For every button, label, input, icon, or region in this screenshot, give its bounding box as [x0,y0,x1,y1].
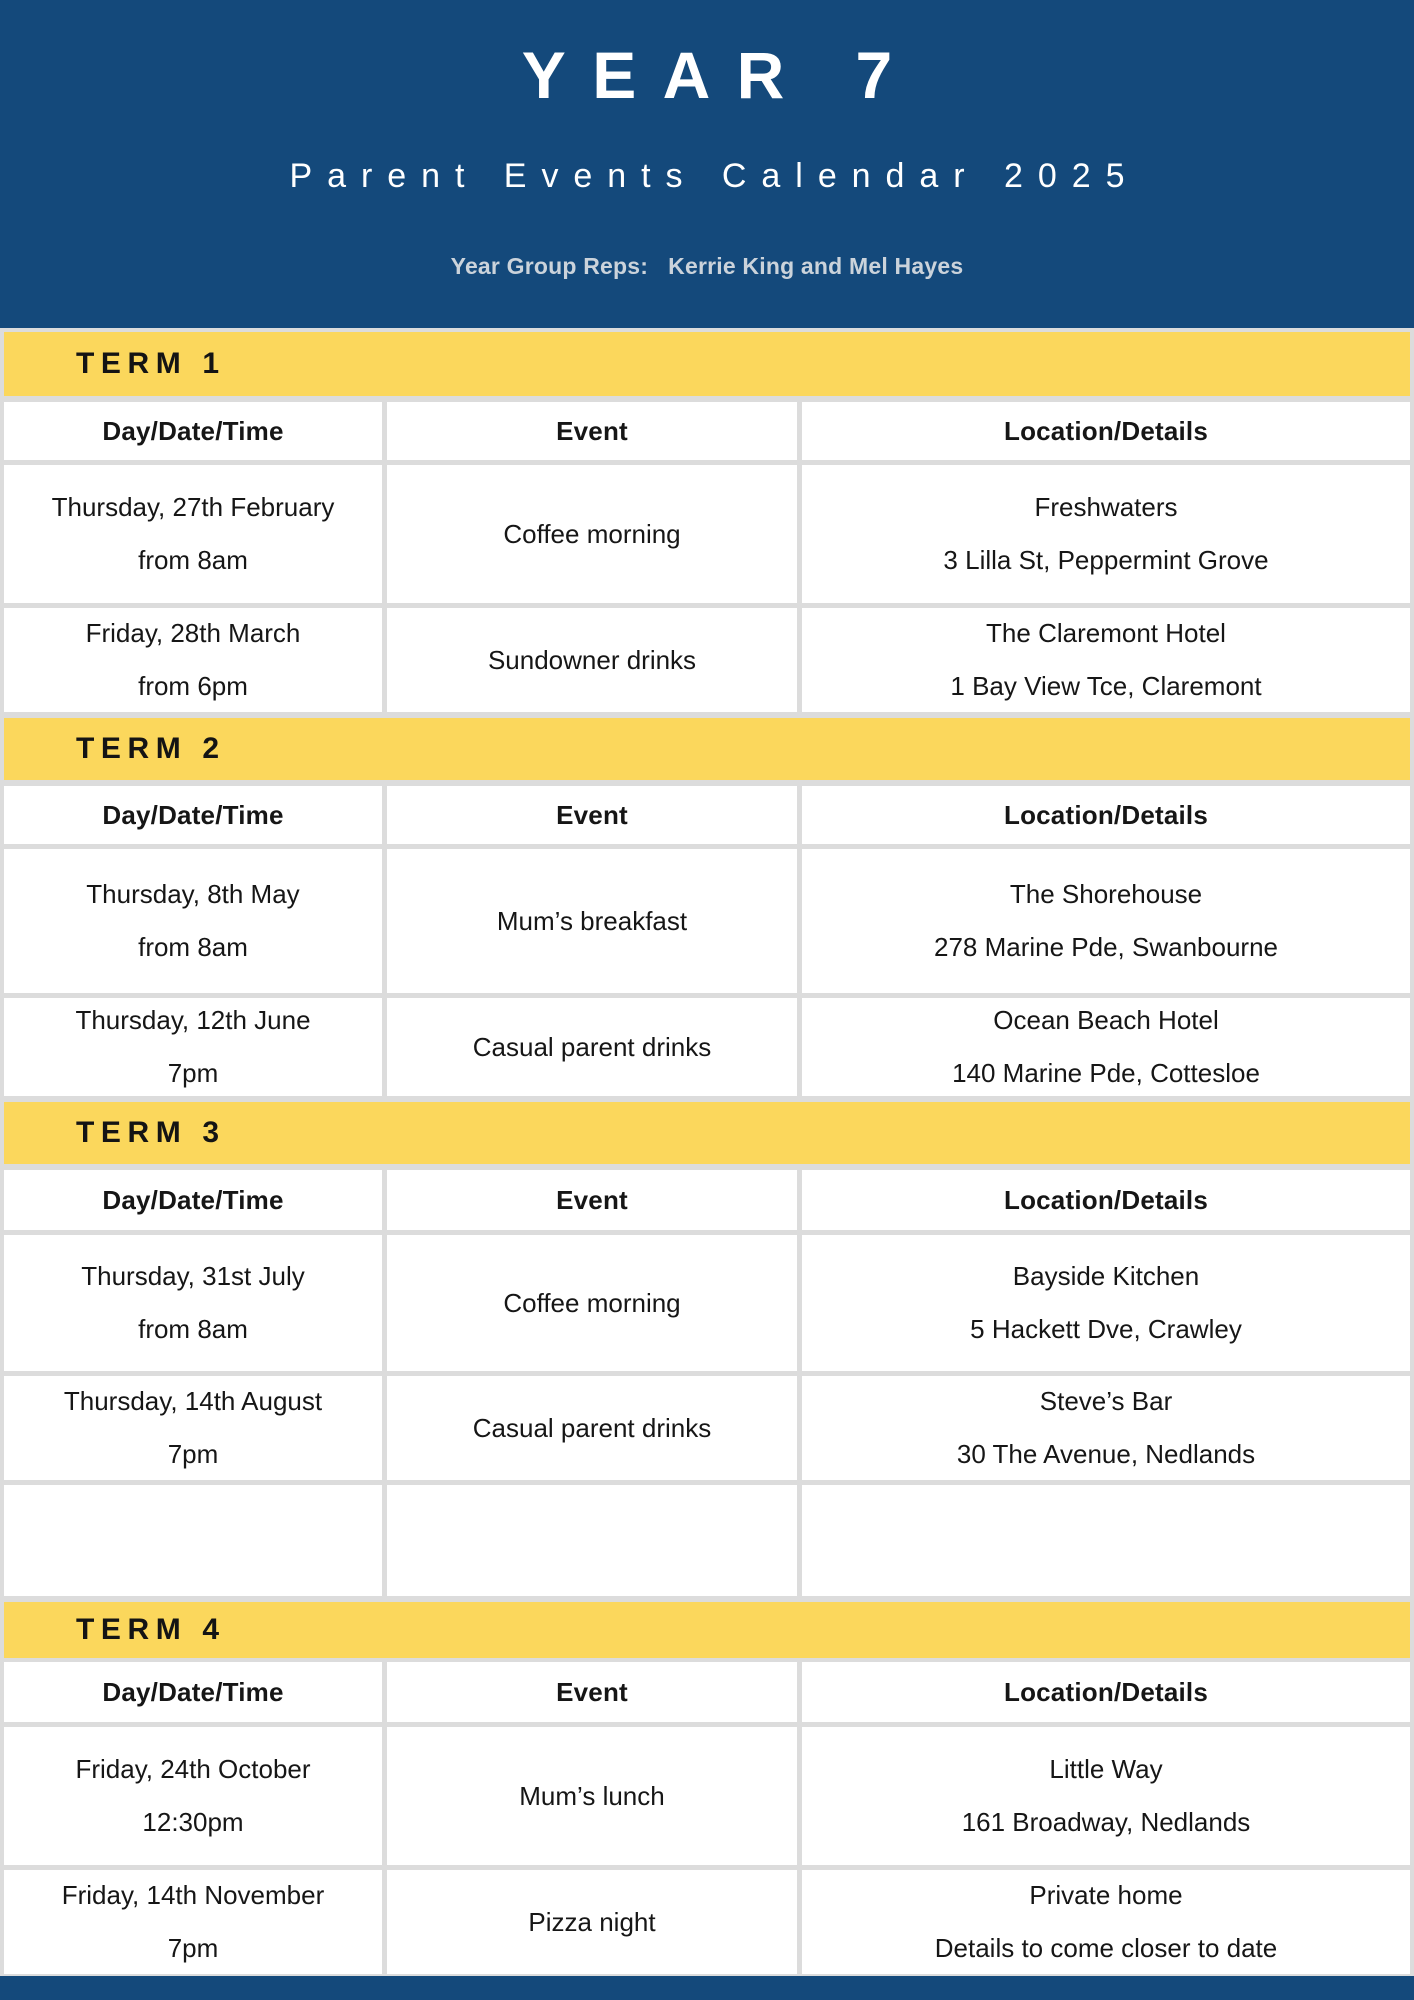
venue-line: The Shorehouse [1009,879,1203,909]
location-cell-empty [802,1485,1410,1596]
column-header-event: Event [387,1662,797,1722]
header-banner [0,0,1414,328]
column-header-event: Event [387,1170,797,1230]
column-header-day-date-time: Day/Date/Time [4,786,382,844]
time-line: 12:30pm [142,1807,244,1837]
address-line: Details to come closer to date [934,1933,1278,1963]
event-cell [387,1870,797,1974]
datetime-cell [4,998,382,1096]
event-line: Coffee morning [503,518,681,549]
location-cell [802,998,1410,1096]
location-cell [802,1235,1410,1371]
event-line: Casual parent drinks [472,1031,712,1062]
term-3-label: TERM 3 [76,1116,226,1149]
time-line: 7pm [167,1439,219,1469]
venue-line: The Claremont Hotel [986,618,1226,648]
datetime-cell [4,465,382,603]
date-line: Thursday, 31st July [81,1261,305,1291]
term-3-section [0,1102,1414,1596]
time-line: from 8am [138,545,248,575]
column-header-event: Event [387,786,797,844]
term-1-table [4,402,1410,712]
venue-line: Private home [1029,1880,1183,1910]
datetime-cell [4,1870,382,1974]
column-header-day-date-time: Day/Date/Time [4,1662,382,1722]
event-cell [387,1727,797,1865]
address-line: 3 Lilla St, Peppermint Grove [943,545,1269,575]
column-header-day-date-time: Day/Date/Time [4,402,382,460]
address-line: 1 Bay View Tce, Claremont [950,671,1262,701]
reps-label: Year Group Reps: [450,252,649,279]
venue-line: Little Way [1049,1754,1163,1784]
term-1-label: TERM 1 [76,347,226,380]
date-line: Friday, 28th March [85,618,301,648]
time-line: from 6pm [138,671,248,701]
term-4-label: TERM 4 [76,1613,226,1646]
term-2-label: TERM 2 [76,732,226,765]
date-line: Friday, 24th October [75,1754,311,1784]
event-line: Mum’s lunch [519,1780,665,1811]
event-cell [387,1376,797,1480]
event-cell [387,1235,797,1371]
column-header-day-date-time: Day/Date/Time [4,1170,382,1230]
event-line: Casual parent drinks [472,1412,712,1443]
address-line: 140 Marine Pde, Cottesloe [952,1058,1260,1088]
page-title: YEAR 7 [521,38,919,112]
term-4-table [4,1662,1410,1974]
term-1-band [4,332,1410,396]
datetime-cell [4,1235,382,1371]
footer-bar [0,1976,1414,2000]
location-cell [802,1870,1410,1974]
term-2-section [0,718,1414,1096]
column-header-location-details: Location/Details [802,402,1410,460]
location-cell [802,608,1410,712]
address-line: 30 The Avenue, Nedlands [956,1439,1256,1469]
datetime-cell [4,608,382,712]
term-1-section [0,332,1414,712]
term-2-table [4,786,1410,1096]
date-line: Thursday, 14th August [63,1386,323,1416]
venue-line: Steve’s Bar [1039,1386,1173,1416]
column-header-location-details: Location/Details [802,786,1410,844]
datetime-cell-empty [4,1485,382,1596]
column-header-location-details: Location/Details [802,1170,1410,1230]
time-line: from 8am [138,1314,248,1344]
location-cell [802,1376,1410,1480]
time-line: 7pm [167,1058,219,1088]
event-cell-empty [387,1485,797,1596]
term-4-section [0,1602,1414,1974]
page-subtitle: Parent Events Calendar 2025 [289,157,1140,195]
datetime-cell [4,1727,382,1865]
year-group-reps [451,253,964,280]
column-header-event: Event [387,402,797,460]
date-line: Thursday, 12th June [75,1005,311,1035]
address-line: 5 Hackett Dve, Crawley [970,1314,1242,1344]
venue-line: Bayside Kitchen [1012,1261,1200,1291]
reps-names: Kerrie King and Mel Hayes [668,252,964,279]
venue-line: Freshwaters [1034,492,1178,522]
time-line: from 8am [138,932,248,962]
event-cell [387,608,797,712]
event-cell [387,849,797,993]
column-header-location-details: Location/Details [802,1662,1410,1722]
term-3-band [4,1102,1410,1164]
venue-line: Ocean Beach Hotel [993,1005,1219,1035]
location-cell [802,849,1410,993]
address-line: 278 Marine Pde, Swanbourne [933,932,1278,962]
location-cell [802,1727,1410,1865]
time-line: 7pm [167,1933,219,1963]
date-line: Friday, 14th November [61,1880,325,1910]
term-2-band [4,718,1410,780]
date-line: Thursday, 27th February [51,492,335,522]
datetime-cell [4,1376,382,1480]
event-line: Mum’s breakfast [496,905,688,936]
datetime-cell [4,849,382,993]
event-cell [387,998,797,1096]
term-4-band [4,1602,1410,1658]
term-3-table [4,1170,1410,1596]
address-line: 161 Broadway, Nedlands [961,1807,1251,1837]
event-line: Sundowner drinks [487,644,697,675]
event-cell [387,465,797,603]
date-line: Thursday, 8th May [86,879,300,909]
location-cell [802,465,1410,603]
event-line: Pizza night [528,1906,656,1937]
event-line: Coffee morning [503,1287,681,1318]
